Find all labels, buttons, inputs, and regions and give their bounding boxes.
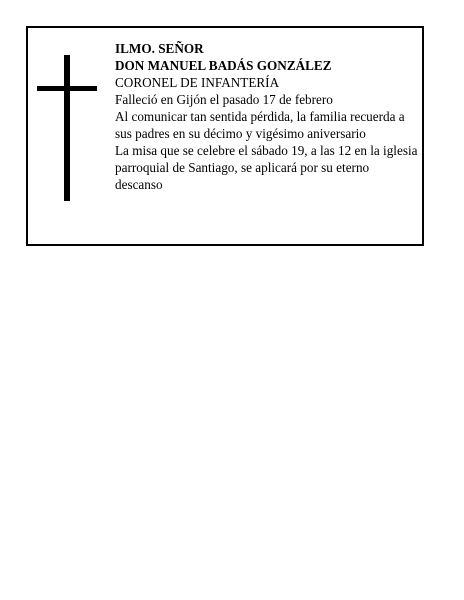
deceased-name: DON MANUEL BADÁS GONZÁLEZ (115, 58, 332, 73)
military-rank: CORONEL DE INFANTERÍA (115, 75, 280, 90)
family-message: Al comunicar tan sentida pérdida, la familia recuerda a sus padres en su décimo y vigésimo aniversario (115, 109, 405, 141)
death-info: Falleció en Gijón el pasado 17 de febrero (115, 92, 333, 107)
cross-vertical-bar (64, 55, 70, 201)
honorific-title: ILMO. SEÑOR (115, 41, 204, 56)
cross-horizontal-bar (37, 86, 97, 91)
obituary-notice (26, 26, 424, 246)
mass-info: La misa que se celebre el sábado 19, a las 12 en la iglesia parroquial de Santiago, se aplicará por su eterno descanso (115, 143, 418, 192)
cross-icon (37, 55, 97, 201)
obituary-text (115, 40, 420, 193)
